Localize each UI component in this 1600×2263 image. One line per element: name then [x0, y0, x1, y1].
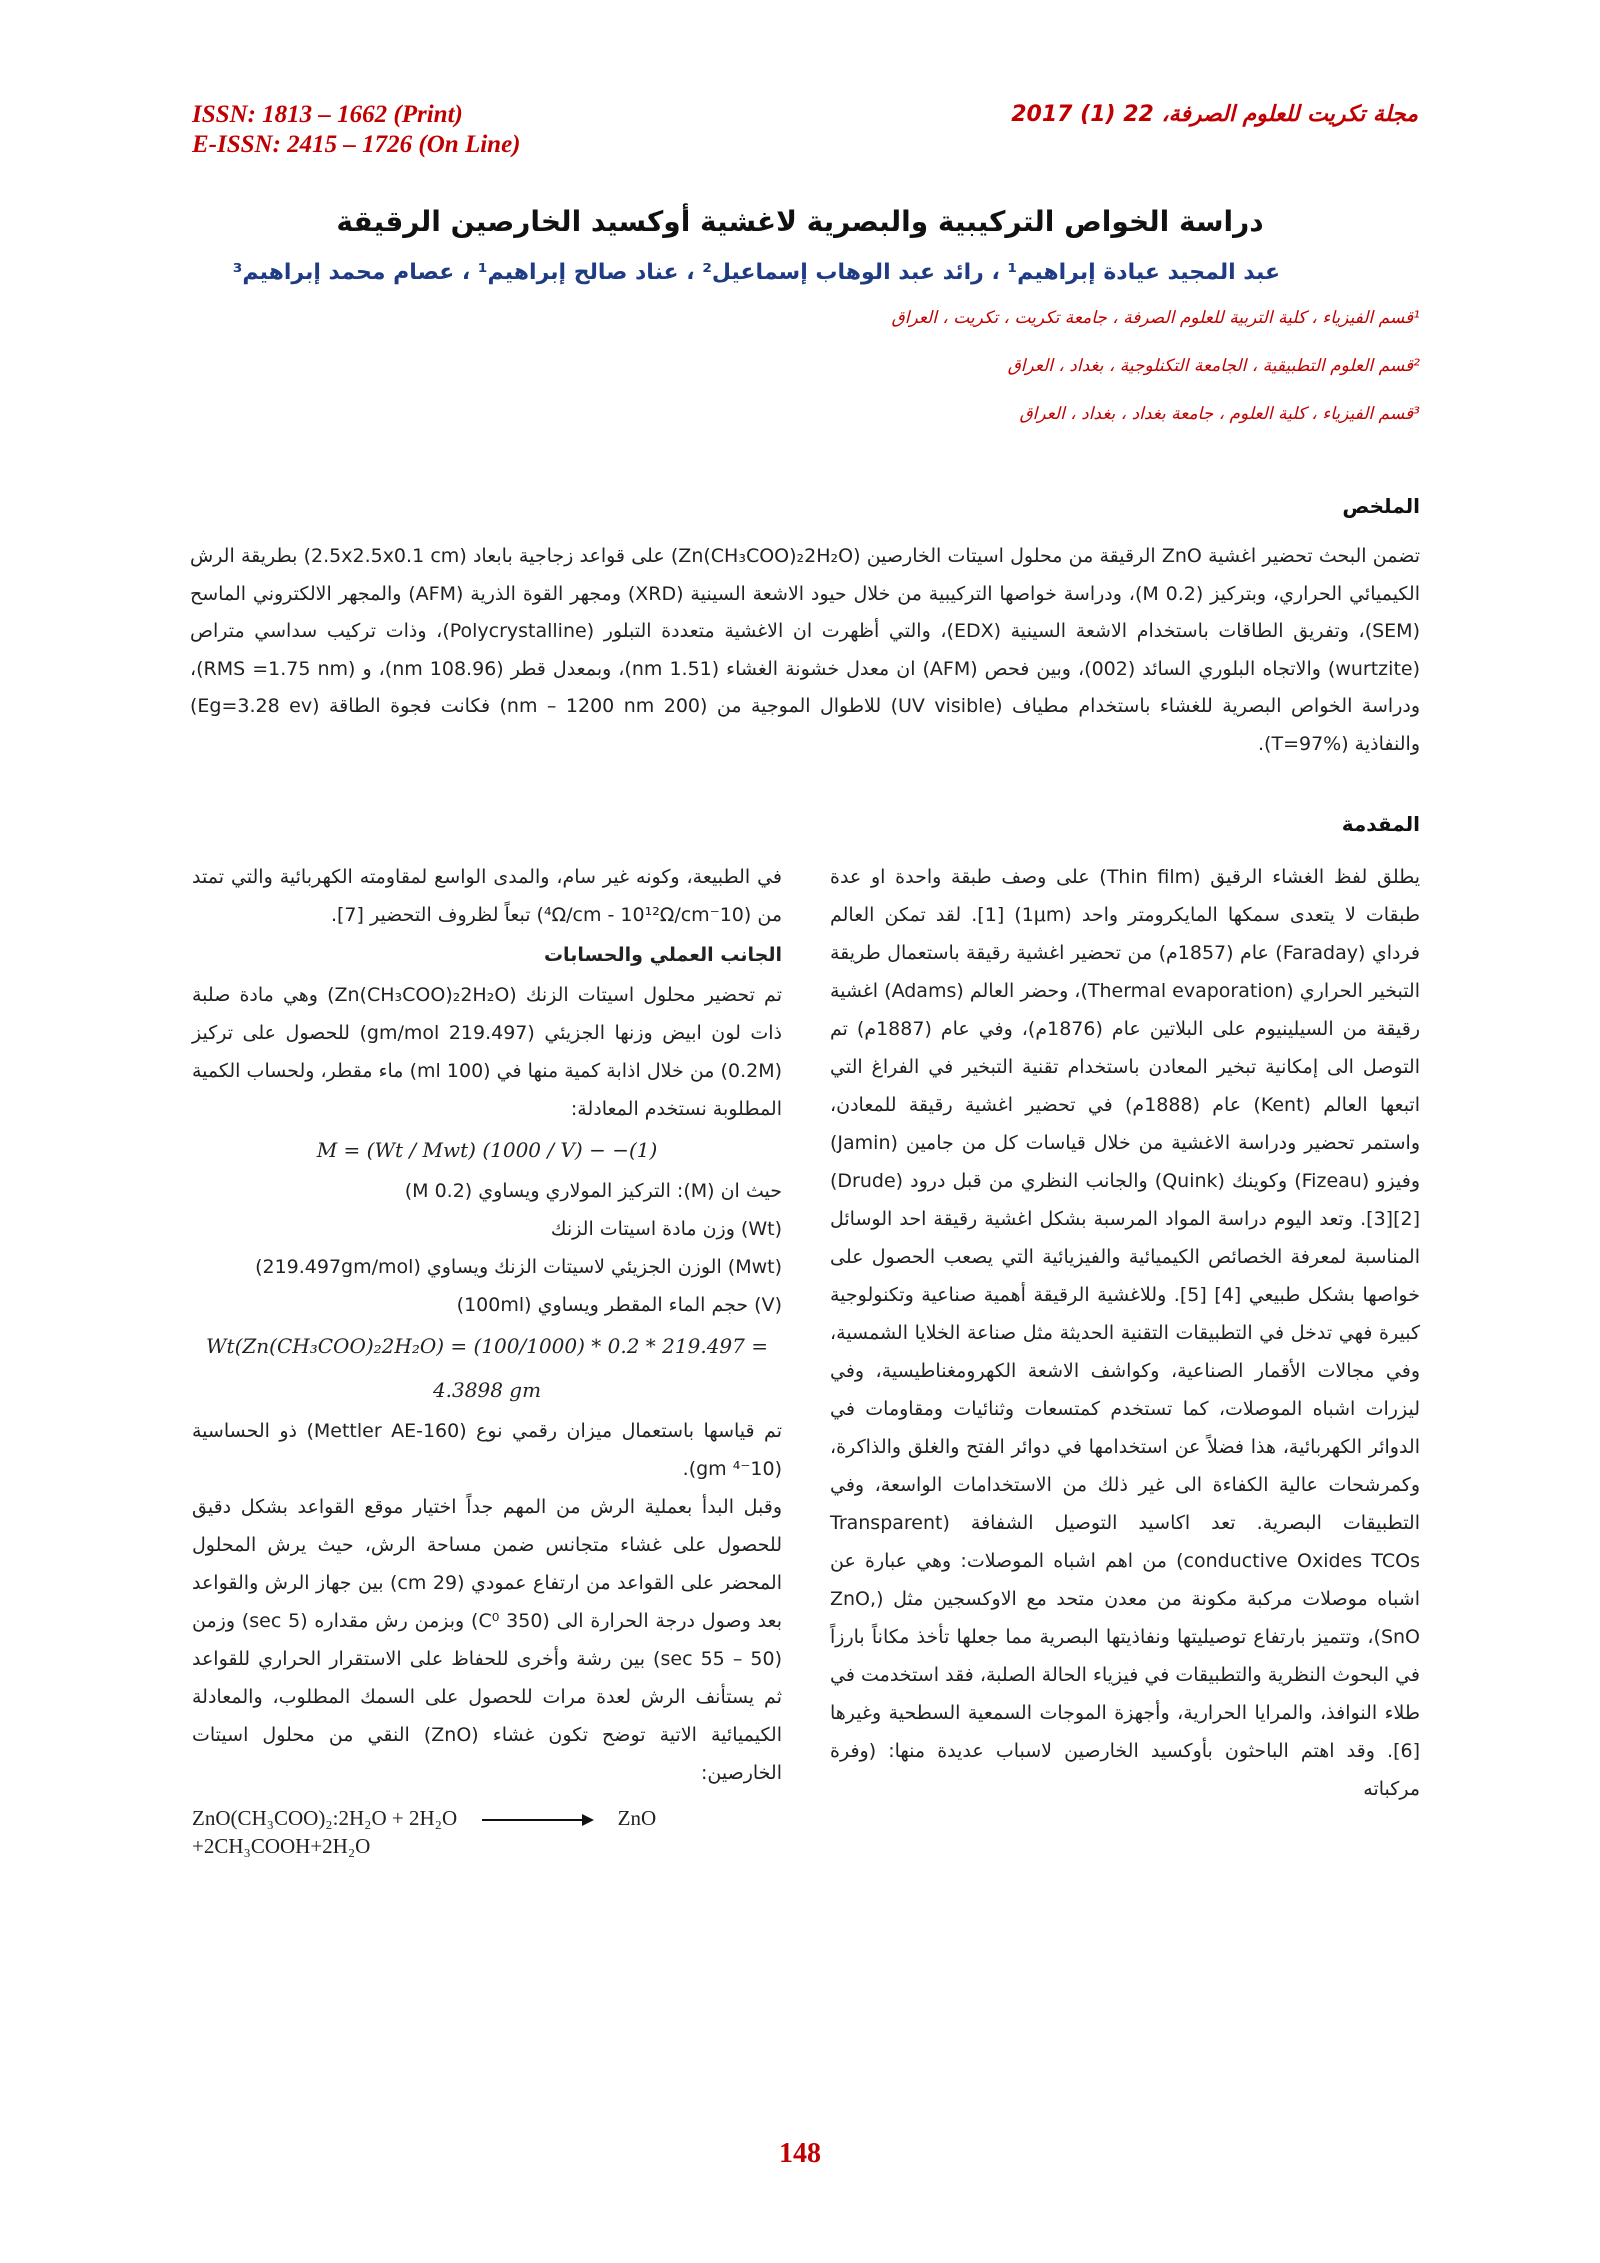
equation-1: M = (Wt / Mwt) (1000 / V) − −(1) [316, 1138, 658, 1162]
page-number: 148 [779, 2138, 821, 2169]
author-list: عبد المجيد عيادة إبراهيم¹ ، رائد عبد الوهاب إسماعيل² ، عناد صالح إبراهيم¹ ، عصام محمد إبراهيم³ [232, 260, 1280, 285]
introduction-heading: المقدمة [1341, 812, 1420, 836]
left-paragraph-2: تم تحضير محلول اسيتات الزنك (Zn(CH₃COO)₂2H₂O) وهي مادة صلبة ذات لون ابيض وزنها الجزيئي (219.497 gm/mol) للحصول على تركيز (0.2M) من خلال اذابة كمية منها في (100 ml) ماء مقطر، ولحساب الكمية المطلوبة نستخدم المعادلة: [192, 984, 783, 1120]
left-paragraph-3: تم قياسها باستعمال ميزان رقمي نوع (Mettler AE-160) ذو الحساسية (10⁻⁴ gm). [192, 1420, 782, 1480]
definition-wt: (Wt) وزن مادة اسيتات الزنك [550, 1218, 782, 1240]
equation-2: Wt(Zn(CH₃COO)₂2H₂O) = (100/1000) * 0.2 * 219.497 = 4.3898 gm [206, 1334, 768, 1402]
affiliation-1: ¹قسم الفيزياء ، كلية التربية للعلوم الصرفة ، جامعة تكريت ، تكريت ، العراق [891, 308, 1420, 328]
chem-product: ZnO [617, 1806, 657, 1830]
left-paragraph-1: في الطبيعة، وكونه غير سام، والمدى الواسع لمقاومته الكهربائية والتي تمتد من (10⁻⁴Ω/cm - 10¹²Ω/cm) تبعاً لظروف التحضير [7]. [192, 866, 782, 926]
methods-heading: الجانب العملي والحسابات [543, 944, 782, 966]
definition-v: (V) حجم الماء المقطر ويساوي (100ml) [456, 1294, 782, 1316]
abstract-text: تضمن البحث تحضير اغشية ZnO الرقيقة من محلول اسيتات الخارصين (Zn(CH₃COO)₂2H₂O) على قواعد زجاجية بابعاد (2.5x2.5x0.1 cm) بطريقة الرش الكيميائي الحراري، وبتركيز (0.2 M)، ودراسة خواصها التركيبية من خلال حيود الاشعة السينية (XRD) ومجهر القوة الذرية (AFM) والمجهر الالكتروني الماسح (SEM)، وتفريق الطاقات باستخدام الاشعة السينية (EDX)، والتي أظهرت ان الاغشية متعددة التبلور (Polycrystalline)، وذات تركيب سداسي متراص (wurtzite) والاتجاه البلوري السائد (002)، وبين فحص (AFM) ان معدل خشونة الغشاء (1.51 nm)، وبمعدل قطر (108.96 nm)، و (RMS =1.75 nm)، ودراسة الخواص البصرية للغشاء باستخدام مطياف (UV visible) للاطوال الموجية من (200 nm – 1200 nm) فكانت فجوة الطاقة (Eg=3.28 ev) والنفاذية (T=97%). [190, 545, 1421, 755]
left-paragraph-4: وقبل البدأ بعملية الرش من المهم جداً اختيار موقع القواعد بشكل دقيق للحصول على غشاء متجانس ضمن مساحة الرش، حيث يرش المحلول المحضر على القواعد من ارتفاع عمودي (29 cm) بين جهاز الرش والقواعد بعد وصول درجة الحرارة الى (350 C⁰) وبزمن رش مقداره (5 sec) وزمن (50 – 55 sec) بين رشة وأخرى للحفاظ على الاستقرار الحراري للقواعد ثم يستأنف الرش لعدة مرات للحصول على السمك المطلوب، والمعادلة الكيميائية الاتية توضح تكون غشاء (ZnO) النقي من محلول اسيتات الخارصين: [192, 1496, 783, 1784]
chem-reactants: ZnO(CH₃COO)₂:2H₂O + 2H₂O [192, 1806, 458, 1830]
journal-citation: مجلة تكريت للعلوم الصرفة، 22 (1) 2017 [1011, 102, 1418, 127]
paper-title: دراسة الخواص التركيبية والبصرية لاغشية أوكسيد الخارصين الرقيقة [336, 205, 1264, 238]
affiliation-2: ²قسم العلوم التطبيقية ، الجامعة التكنلوجية ، بغداد ، العراق [1007, 356, 1420, 376]
affiliation-3: ³قسم الفيزياء ، كلية العلوم ، جامعة بغداد ، بغداد ، العراق [1019, 404, 1420, 424]
reaction-arrow-icon [482, 1819, 592, 1821]
chemical-equation [192, 1804, 782, 1860]
issn-block [192, 100, 521, 160]
right-column-text: يطلق لفظ الغشاء الرقيق (Thin film) على وصف طبقة واحدة او عدة طبقات لا يتعدى سمكها المايكرومتر واحد (1μm) [1]. لقد تمكن العالم فرداي (Faraday) عام (1857م) من تحضير اغشية رقيقة باستعمال طريقة التبخير الحراري (Thermal evaporation)، وحضر العالم (Adams) اغشية رقيقة من السيلينيوم على البلاتين عام (1876م)، وفي عام (1887م) تم التوصل الى إمكانية تبخير المعادن باستخدام تقنية التبخير في الفراغ التي اتبعها العالم (Kent) عام (1888م) في تحضير اغشية رقيقة للمعادن، واستمر تحضير ودراسة الاغشية من خلال قياسات كل من جامين (Jamin) وفيزو (Fizeau) وكوينك (Quink) والجانب النظري من قبل درود (Drude)[2][3]. وتعد اليوم دراسة المواد المرسبة بشكل اغشية رقيقة احد الوسائل المناسبة لمعرفة الخصائص الكيميائية والفيزيائية التي يصعب الحصول على خواصها بشكل طبيعي [4] [5]. وللاغشية الرقيقة أهمية صناعية وتكنولوجية كبيرة فهي تدخل في التطبيقات التقنية الحديثة مثل صناعة الخلايا الشمسية، وفي مجالات الأقمار الصناعية، وكواشف الاشعة الكهرومغناطيسية، وفي ليزرات اشباه الموصلات، كما تستخدم كمتسعات وثنائيات ومقاومات في الدوائر الكهربائية، هذا فضلاً عن استخدامها في دوائر الفتح والغلق والذاكرة، وكمرشحات عالية الكفاءة الى غير ذلك من الاستخدامات الواسعة، وفي التطبيقات البصرية. تعد اكاسيد التوصيل الشفافة (Transparent conductive Oxides TCOs) من اهم اشباه الموصلات: وهي عبارة عن اشباه موصلات مركبة مكونة من معدن متحد مع الاوكسجين مثل (ZnO, SnO)، وتتميز بارتفاع توصيليتها ونفاذيتها البصرية مما جعلها تأخذ مكاناً بارزاً في البحوث النظرية والتطبيقات في فيزياء الحالة الصلبة، فقد استخدمت في طلاء النوافذ، والمرايا الحرارية، وأجهزة الموجات السمعية السطحية وغيرها [6]. وقد اهتم الباحثون بأوكسيد الخارصين لاسباب عديدة منها: (وفرة مركباته [830, 866, 1421, 1800]
issn-online: E-ISSN: 2415 – 1726 (On Line) [192, 131, 521, 158]
left-column [192, 858, 782, 1860]
definition-m: حيث ان (M): التركيز المولاري ويساوي (0.2 M) [404, 1180, 782, 1202]
abstract-heading: الملخص [1342, 494, 1420, 518]
chem-byproducts: +2CH₃COOH+2H₂O [192, 1834, 371, 1858]
issn-print: ISSN: 1813 – 1662 (Print) [192, 101, 463, 128]
definition-mwt: (Mwt) الوزن الجزيئي لاسيتات الزنك ويساوي (219.497gm/mol) [255, 1256, 782, 1278]
